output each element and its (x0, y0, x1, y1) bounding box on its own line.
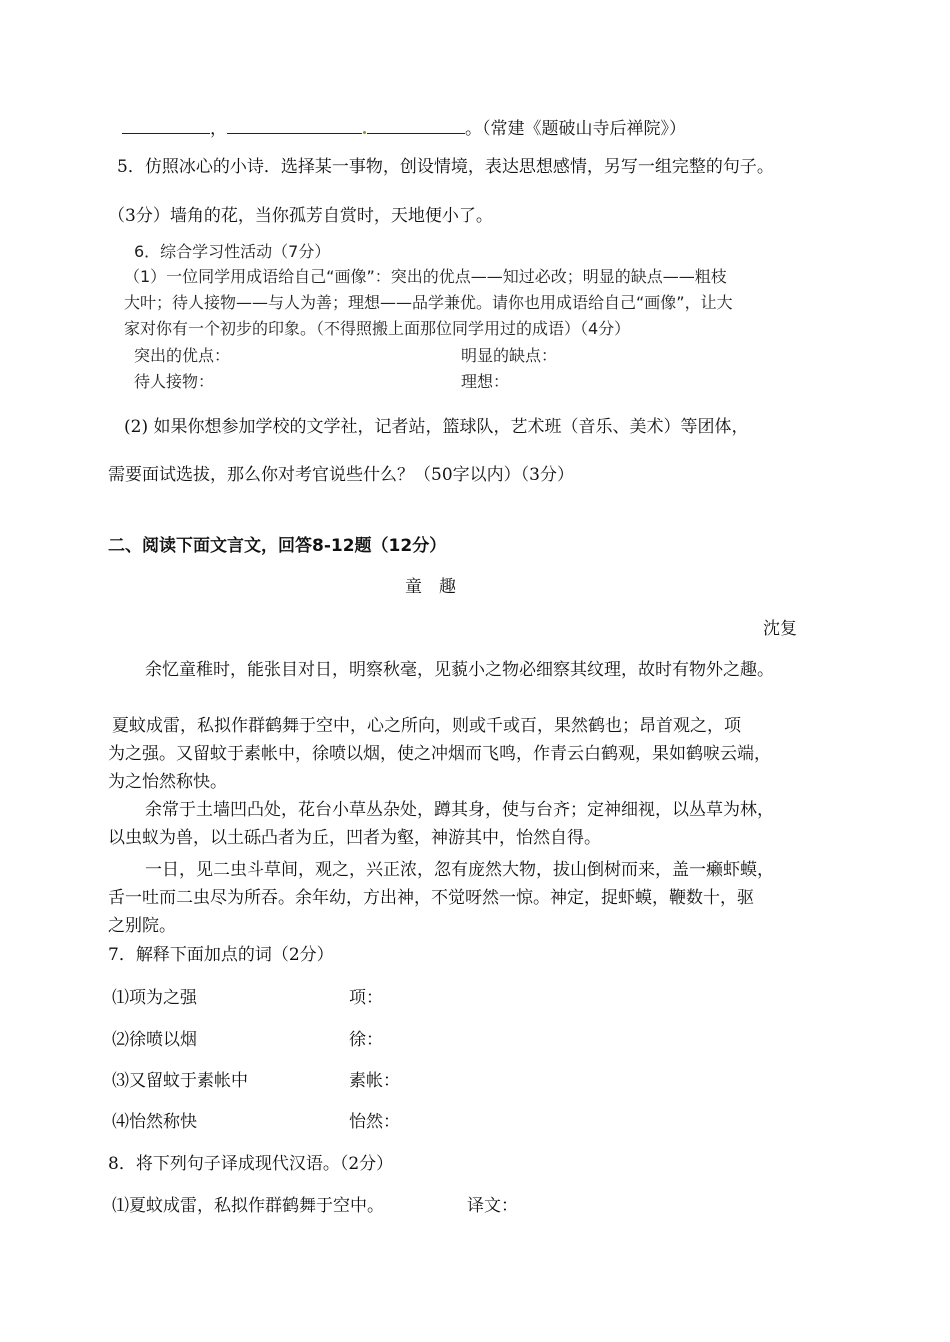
label-ideal: 理想： (461, 372, 510, 391)
q6-p1-line-2: 大叶；待人接物——与人为善；理想——品学兼优。请你也用成语给自己“画像”，让大 (124, 293, 733, 312)
q7-item-4-sentence: ⑷怡然称快 (112, 1112, 197, 1132)
q7-item-1-word: 项： (349, 988, 383, 1008)
q8-item-1: ⑴夏蚊成雷，私拟作群鹤舞于空中。 (112, 1196, 384, 1216)
q7-item-1-sentence: ⑴项为之强 (112, 988, 197, 1008)
q6-title: 6．综合学习性活动（7分） (134, 242, 331, 261)
para-2-line-3: 为之怡然称快。 (108, 772, 227, 792)
q5-line-1: 5．仿照冰心的小诗．选择某一事物，创设情境，表达思想感情，另写一组完整的句子。 (117, 157, 774, 177)
q4-source: 。（常建《题破山寺后禅院》） (465, 119, 686, 139)
label-manner: 待人接物： (134, 372, 215, 391)
q6-p2-line-1: (2) 如果你想参加学校的文学社，记者站，篮球队，艺术班（音乐、美术）等团体， (124, 417, 749, 437)
q7-item-4-word: 怡然： (349, 1112, 400, 1132)
q7-item-2-word: 徐： (349, 1030, 383, 1050)
q7-item-2-sentence: ⑵徐喷以烟 (112, 1030, 197, 1050)
green-dot-mark (363, 131, 366, 134)
para-2-line-2: 为之强。又留蚊于素帐中，徐喷以烟，使之冲烟而飞鸣，作青云白鹤观，果如鹤唳云端， (108, 744, 771, 764)
q7-item-3-word: 素帐： (349, 1071, 400, 1091)
para-4-line-3: 之别院。 (108, 916, 176, 936)
para-3-line-2: 以虫蚁为兽，以土砾凸者为丘，凹者为壑，神游其中，怡然自得。 (108, 828, 601, 848)
q6-p1-line-3: 家对你有一个初步的印象。（不得照搬上面那位同学用过的成语）（4分） (124, 319, 631, 338)
q5-line-2: （3分）墙角的花，当你孤芳自赏时，天地便小了。 (108, 206, 493, 226)
para-4-line-2: 舌一吐而二虫尽为所吞。余年幼，方出神，不觉呀然一惊。神定，捉虾蟆，鞭数十，驱 (108, 888, 754, 908)
answer-blank[interactable] (122, 119, 210, 134)
section-2-heading: 二、阅读下面文言文，回答8-12题（12分） (108, 536, 447, 556)
q8-title: 8．将下列句子译成现代汉语。（2分） (108, 1154, 394, 1174)
q8-translation-label: 译文： (467, 1196, 518, 1216)
label-merit: 突出的优点： (134, 346, 231, 365)
para-3-line-1: 余常于土墙凹凸处，花台小草丛杂处，蹲其身，使与台齐；定神细视，以丛草为林， (145, 800, 774, 820)
para-4-line-1: 一日，见二虫斗草间，观之，兴正浓，忽有庞然大物，拔山倒树而来，盖一癞虾蟆， (145, 860, 774, 880)
q6-p2-line-2: 需要面试选拔，那么你对考官说些什么？（50字以内）（3分） (108, 465, 574, 485)
label-flaw: 明显的缺点： (461, 346, 558, 365)
comma: ， (210, 119, 227, 139)
q4-answer-line (122, 119, 686, 138)
q7-item-3-sentence: ⑶又留蚊于素帐中 (112, 1071, 248, 1091)
answer-blank[interactable] (227, 119, 362, 134)
para-1: 余忆童稚时，能张目对日，明察秋毫，见藐小之物必细察其纹理，故时有物外之趣。 (145, 660, 774, 680)
para-2-line-1: 夏蚊成雷，私拟作群鹤舞于空中，心之所向，则或千或百，果然鹤也；昂首观之，项 (112, 716, 741, 736)
q6-p1-line-1: （1）一位同学用成语给自己“画像”：突出的优点——知过必改；明显的缺点——粗枝 (124, 267, 727, 286)
q7-title: 7．解释下面加点的词（2分） (108, 945, 334, 965)
text-author: 沈复 (763, 619, 797, 639)
text-title: 童 趣 (405, 577, 456, 597)
answer-blank[interactable] (367, 119, 465, 134)
